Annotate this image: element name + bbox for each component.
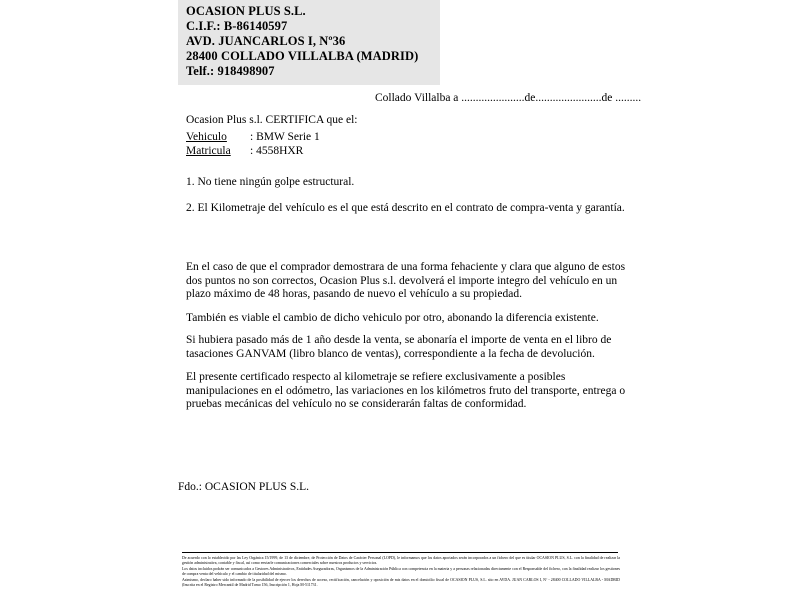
date-line: Collado Villalba a ......................de.......................de ......... [375, 92, 642, 104]
certified-point-2: 2. El Kilometraje del vehículo es el que está descrito en el contrato de compra-venta y garantía. [186, 202, 625, 214]
certifies-intro: Ocasion Plus s.l. CERTIFICA que el: [186, 114, 358, 126]
body-paragraph-2: También es viable el cambio de dicho vehiculo por otro, abonando la diferencia existente. [186, 312, 599, 324]
footer-divider [182, 552, 618, 553]
body-paragraph-1: En el caso de que el comprador demostrara de una forma fehaciente y clara que alguno de estos dos puntos no son correctos, Ocasion Plus s.l. devolverá el importe integro del vehículo en un plazo máximo de 48 horas, pasando de nuevo el vehículo a su propiedad. [186, 261, 626, 301]
body-paragraph-4: El presente certificado respecto al kilometraje se refiere exclusivamente a posibles manipulaciones en el odómetro, las variaciones en los kilómetros fruto del transporte, entrega o pruebas mecánicas del vehículo no se considerarán faltas de conformidad. [186, 371, 626, 411]
field-plate-label: Matricula [186, 145, 231, 157]
letterhead-line-phone: Telf.: 918498907 [186, 64, 275, 78]
field-plate [186, 145, 303, 157]
field-vehicle-label: Vehiculo [186, 131, 227, 143]
signature-line: Fdo.: OCASION PLUS S.L. [178, 481, 309, 493]
field-vehicle-value: : BMW Serie 1 [250, 131, 320, 143]
field-plate-value: : 4558HXR [250, 145, 304, 157]
field-vehicle [186, 131, 320, 143]
letterhead-line-city: 28400 COLLADO VILLALBA (MADRID) [186, 49, 419, 63]
footer-legal-paragraph-3: Asimismo, declaro haber sido informado de la posibilidad de ejercer los derechos de acceso, rectificación, cancelación y oposición de mis datos en el domicilio fiscal de OCASION PLUS, S.L. sito en AVDA. JUAN CARLOS I, Nº - 28400 COLLADO VILLALBA - MADRID (Inscrita en el Registro Mercantil de Madrid Tomo 156, Inscripción 1, Hoja M-511731. [182, 578, 620, 587]
company-letterhead [178, 0, 440, 85]
certified-point-1: 1. No tiene ningún golpe estructural. [186, 176, 355, 188]
footer-legal-paragraph-1: De acuerdo con lo establecido por las Ley Orgánica 15/1999, de 13 de diciembre, de Protección de Datos de Carácter Personal (LOPD), le informamos que los datos aportados serán incorporados a un fichero del que es titular OCASION PLUS, S.L. con la finalidad de realizar la gestión administrativa, contable y fiscal, así como enviarle comunicaciones comerciales sobre nuestros productos y servicios. [182, 556, 620, 565]
body-paragraph-3: Si hubiera pasado más de 1 año desde la venta, se abonaría el importe de venta en el libro de tasaciones GANVAM (libro blanco de ventas), correspondiente a la fecha de devolución. [186, 334, 612, 360]
letterhead-line-company: OCASION PLUS S.L. [186, 4, 306, 18]
letterhead-line-cif: C.I.F.: B-86140597 [186, 19, 288, 33]
letterhead-line-street: AVD. JUANCARLOS I, Nº36 [186, 34, 346, 48]
footer-legal-paragraph-2: Los datos incluidos podrán ser comunicados a Gestores Administrativos, Entidades Aseguradoras, Organismos de la Administración Pública con competencia en la materia y a personas relacionadas directamente con el Responsable del fichero, con la finalidad realizar los gestiones de compra venta del vehículo y el cambio de titularidad del mismo. [182, 567, 620, 576]
footer-legal-notice [182, 556, 620, 589]
